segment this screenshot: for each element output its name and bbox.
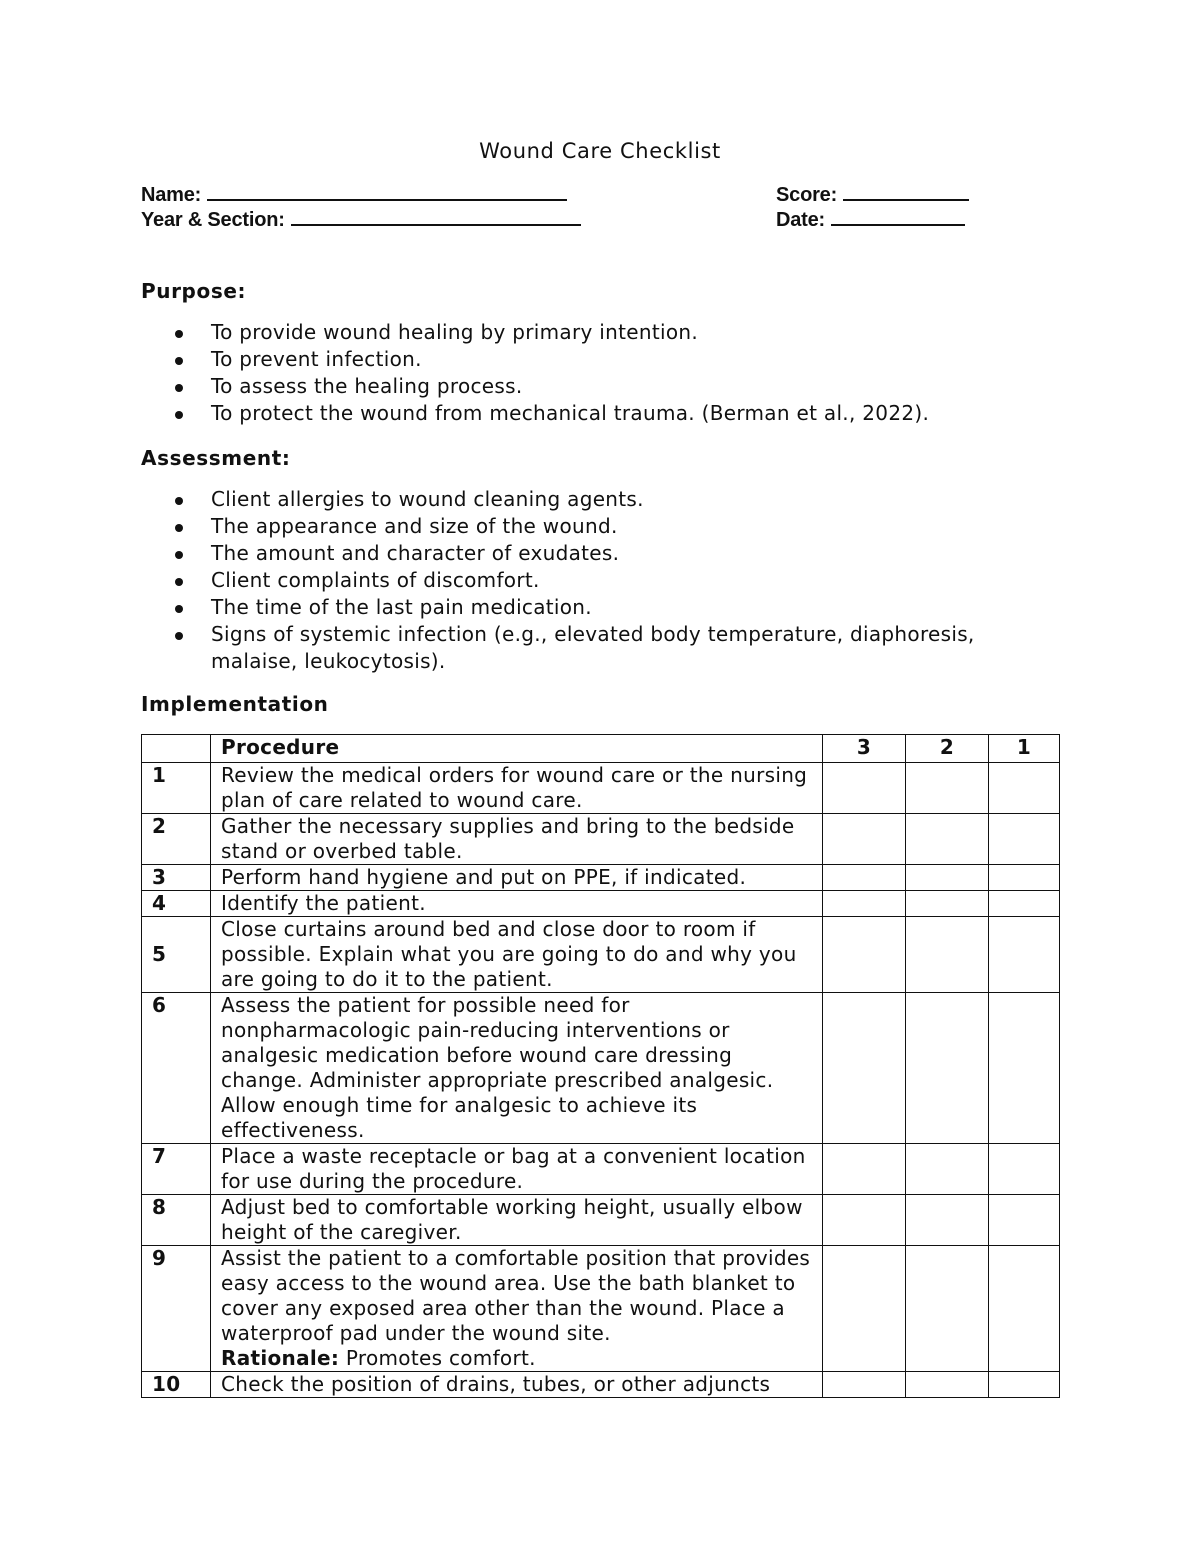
- step-number: 10: [142, 1372, 211, 1398]
- score-label: Score:: [776, 184, 838, 206]
- step-text: Identify the patient.: [211, 891, 823, 917]
- date-blank-line: [831, 209, 965, 226]
- bullet-icon: [175, 632, 183, 640]
- list-item: Client allergies to wound cleaning agents.: [141, 486, 1031, 513]
- step-text: Gather the necessary supplies and bring to the bedside stand or overbed table.: [211, 814, 823, 865]
- column-header-procedure: Procedure: [211, 735, 823, 763]
- score-cell-2[interactable]: [906, 1195, 989, 1246]
- year-section-blank-line: [291, 209, 581, 226]
- bullet-icon: [175, 578, 183, 586]
- score-cell-1[interactable]: [989, 1144, 1060, 1195]
- name-label: Name:: [141, 184, 202, 206]
- purpose-heading: Purpose:: [141, 279, 247, 303]
- score-cell-3[interactable]: [823, 993, 906, 1144]
- score-cell-1[interactable]: [989, 1195, 1060, 1246]
- assessment-list: [141, 486, 1031, 675]
- step-number: 4: [142, 891, 211, 917]
- score-cell-1[interactable]: [989, 814, 1060, 865]
- score-cell-2[interactable]: [906, 1144, 989, 1195]
- score-cell-1[interactable]: [989, 993, 1060, 1144]
- score-cell-3[interactable]: [823, 1144, 906, 1195]
- step-text: Review the medical orders for wound care or the nursing plan of care related to wound care.: [211, 763, 823, 814]
- score-cell-1[interactable]: [989, 891, 1060, 917]
- table-row: [142, 1246, 1060, 1372]
- score-cell-1[interactable]: [989, 865, 1060, 891]
- step-text-with-rationale: [211, 1246, 823, 1372]
- table-row: [142, 814, 1060, 865]
- step-number: 5: [142, 917, 211, 993]
- score-field[interactable]: [776, 184, 969, 207]
- bullet-icon: [175, 384, 183, 392]
- bullet-icon: [175, 605, 183, 613]
- table-row: [142, 1144, 1060, 1195]
- name-field[interactable]: [141, 184, 567, 207]
- step-number: 9: [142, 1246, 211, 1372]
- list-item: Client complaints of discomfort.: [141, 567, 1031, 594]
- list-item: To provide wound healing by primary intention.: [141, 319, 1031, 346]
- document-title: Wound Care Checklist: [479, 139, 721, 163]
- list-item: Signs of systemic infection (e.g., elevated body temperature, diaphoresis, malaise, leukocytosis).: [141, 621, 1031, 675]
- bullet-icon: [175, 524, 183, 532]
- year-section-field[interactable]: [141, 209, 581, 232]
- score-cell-3[interactable]: [823, 763, 906, 814]
- step-text: Close curtains around bed and close door to room if possible. Explain what you are going to do and why you are going to do it to the patient.: [211, 917, 823, 993]
- score-cell-2[interactable]: [906, 891, 989, 917]
- score-cell-1[interactable]: [989, 1246, 1060, 1372]
- column-header-number: [142, 735, 211, 763]
- score-cell-2[interactable]: [906, 1246, 989, 1372]
- score-cell-3[interactable]: [823, 1246, 906, 1372]
- score-cell-3[interactable]: [823, 1195, 906, 1246]
- table-row: [142, 891, 1060, 917]
- table-row: [142, 1372, 1060, 1398]
- step-text: Adjust bed to comfortable working height, usually elbow height of the caregiver.: [211, 1195, 823, 1246]
- step-text: Check the position of drains, tubes, or other adjuncts: [211, 1372, 823, 1398]
- rationale-label: Rationale:: [221, 1346, 340, 1370]
- step-number: 3: [142, 865, 211, 891]
- table-header-row: [142, 735, 1060, 763]
- step-number: 2: [142, 814, 211, 865]
- bullet-icon: [175, 551, 183, 559]
- table-row: [142, 917, 1060, 993]
- score-blank-line: [843, 184, 969, 201]
- date-field[interactable]: [776, 209, 965, 232]
- score-cell-2[interactable]: [906, 993, 989, 1144]
- list-item: The time of the last pain medication.: [141, 594, 1031, 621]
- procedure-table: [141, 734, 1060, 1398]
- score-cell-3[interactable]: [823, 865, 906, 891]
- date-label: Date:: [776, 209, 826, 231]
- list-item: The appearance and size of the wound.: [141, 513, 1031, 540]
- score-cell-1[interactable]: [989, 1372, 1060, 1398]
- bullet-icon: [175, 330, 183, 338]
- bullet-icon: [175, 497, 183, 505]
- year-section-label: Year & Section:: [141, 209, 285, 231]
- step-number: 7: [142, 1144, 211, 1195]
- purpose-list: [141, 319, 1031, 427]
- table-row: [142, 993, 1060, 1144]
- score-cell-2[interactable]: [906, 917, 989, 993]
- column-header-score-3: 3: [823, 735, 906, 763]
- score-cell-2[interactable]: [906, 814, 989, 865]
- score-cell-3[interactable]: [823, 814, 906, 865]
- assessment-heading: Assessment:: [141, 446, 291, 470]
- step-text: Assess the patient for possible need for nonpharmacologic pain-reducing interventions or analgesic medication before wound care dressing change. Administer appropriate prescribed analgesic. Allow enough time for analgesic to achieve its effectiveness.: [211, 993, 823, 1144]
- table-row: [142, 763, 1060, 814]
- list-item: To assess the healing process.: [141, 373, 1031, 400]
- step-text: Place a waste receptacle or bag at a convenient location for use during the procedure.: [211, 1144, 823, 1195]
- score-cell-3[interactable]: [823, 891, 906, 917]
- list-item: To protect the wound from mechanical trauma. (Berman et al., 2022).: [141, 400, 1031, 427]
- step-number: 8: [142, 1195, 211, 1246]
- bullet-icon: [175, 411, 183, 419]
- score-cell-2[interactable]: [906, 763, 989, 814]
- score-cell-2[interactable]: [906, 1372, 989, 1398]
- list-item: To prevent infection.: [141, 346, 1031, 373]
- score-cell-1[interactable]: [989, 917, 1060, 993]
- list-item: The amount and character of exudates.: [141, 540, 1031, 567]
- table-row: [142, 865, 1060, 891]
- score-cell-3[interactable]: [823, 917, 906, 993]
- score-cell-1[interactable]: [989, 763, 1060, 814]
- score-cell-2[interactable]: [906, 865, 989, 891]
- step-number: 1: [142, 763, 211, 814]
- step-text: Assist the patient to a comfortable position that provides easy access to the wound area. Use the bath blanket to cover any exposed area other than the wound. Place a waterproof pad under the wound site.: [221, 1246, 811, 1345]
- rationale-text: Promotes comfort.: [345, 1346, 536, 1370]
- step-number: 6: [142, 993, 211, 1144]
- bullet-icon: [175, 357, 183, 365]
- column-header-score-2: 2: [906, 735, 989, 763]
- implementation-heading: Implementation: [141, 692, 329, 716]
- step-text: Perform hand hygiene and put on PPE, if indicated.: [211, 865, 823, 891]
- table-row: [142, 1195, 1060, 1246]
- score-cell-3[interactable]: [823, 1372, 906, 1398]
- column-header-score-1: 1: [989, 735, 1060, 763]
- name-blank-line: [207, 184, 567, 201]
